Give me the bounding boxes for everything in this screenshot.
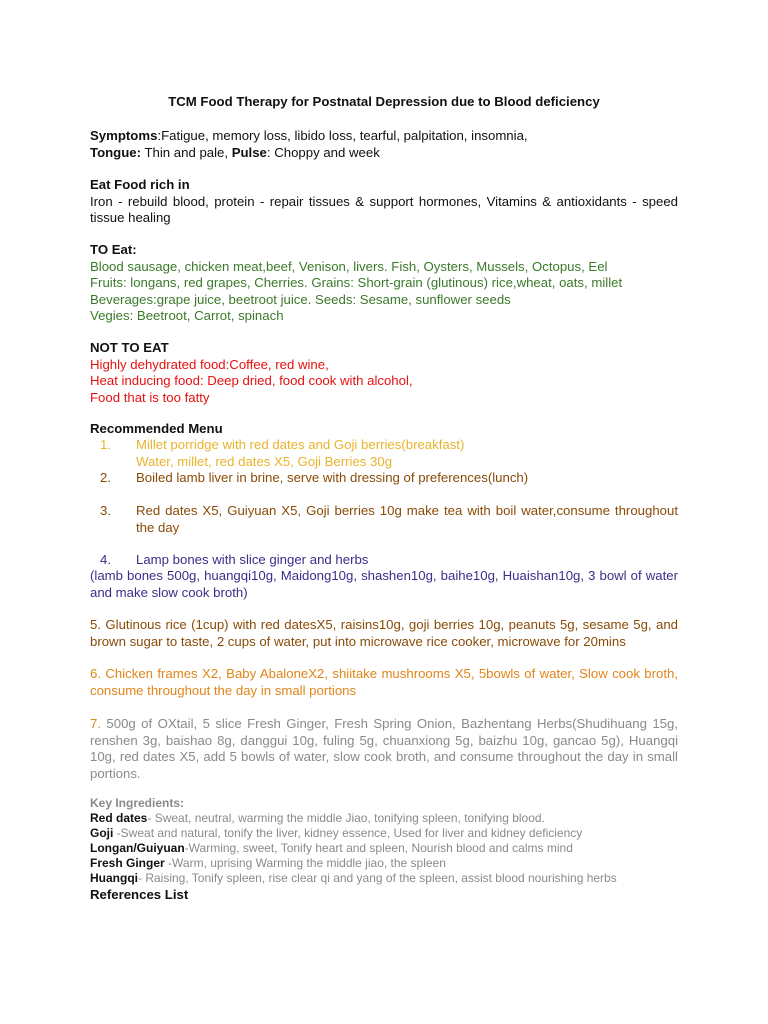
pulse-text: : Choppy and week [266, 144, 380, 160]
ingredient-name: Longan/Guiyuan [90, 841, 185, 855]
not-to-eat-heading: NOT TO EAT [90, 340, 169, 355]
key-ingredients-section [90, 796, 678, 886]
key-ingredient-item [90, 841, 678, 856]
symptoms-text: :Fatigue, memory loss, libido loss, tearful, palpitation, insomnia, [157, 128, 528, 143]
to-eat-heading: TO Eat: [90, 242, 137, 257]
menu-item-6: 6. Chicken frames X2, Baby AbaloneX2, shiitake mushrooms X5, 5bowls of water, Slow cook broth, consume throughout the day in small portions [90, 666, 678, 698]
tongue-text: Thin and pale, [141, 144, 232, 160]
to-eat-line: Blood sausage, chicken meat,beef, Venison, livers. Fish, Oysters, Mussels, Octopus, Eel [90, 258, 608, 274]
ingredient-desc: -Warming, sweet, Tonify heart and spleen, Nourish blood and calms mind [184, 841, 573, 855]
menu-item-number: 1. [100, 437, 111, 452]
menu-item-number: 2. [100, 470, 111, 485]
ingredient-desc: -Warm, uprising Warming the middle jiao, the spleen [164, 856, 446, 870]
menu-item-1-line2: Water, millet, red dates X5, Goji Berries 30g [136, 453, 393, 469]
menu-item-1-line1: Millet porridge with red dates and Goji berries(breakfast) [136, 437, 465, 452]
eat-food-text: Iron - rebuild blood, protein - repair tissues & support hormones, Vitamins & antioxidants - speed tissue healing [90, 193, 678, 225]
ingredient-name: Fresh Ginger [90, 856, 165, 870]
key-ingredient-item [90, 811, 678, 826]
menu-item-4-details: (lamb bones 500g, huangqi10g, Maidong10g, shashen10g, baihe10g, Huaishan10g, 3 bowl of water and make slow cook broth) [90, 568, 678, 600]
menu-item-2-text: Boiled lamb liver in brine, serve with dressing of preferences(lunch) [136, 470, 529, 485]
menu-item-5: 5. Glutinous rice (1cup) with red datesX5, raisins10g, goji berries 10g, peanuts 5g, sesame 5g, and brown sugar to taste, 2 cups of water, put into microwave rice cooker, microwave for 20mins [90, 617, 678, 649]
menu-item-7-text: 500g of OXtail, 5 slice Fresh Ginger, Fresh Spring Onion, Bazhentang Herbs(Shudihuang 15g, renshen 3g, baishao 8g, danggui 10g, fuling 5g, chuanxiong 5g, baizhu 10g, gancao 5g), Huangqi 10g, red dates X5, add 5 bowls of water, slow cook broth, and consume throughout the day in small portions. [90, 716, 678, 781]
symptoms-section [90, 128, 678, 161]
eat-food-heading: Eat Food rich in [90, 177, 190, 192]
menu-item-text [136, 437, 678, 470]
key-ingredient-item [90, 871, 678, 886]
key-ingredient-item [90, 856, 678, 871]
tongue-line [90, 145, 678, 162]
ingredient-name: Red dates [90, 811, 148, 825]
symptoms-label: Symptoms [90, 128, 158, 143]
document-title: TCM Food Therapy for Postnatal Depression due to Blood deficiency [168, 94, 600, 109]
references-heading: References List [90, 887, 189, 902]
menu-item-number: 7. [90, 716, 101, 731]
ingredient-name: Huangqi [90, 871, 138, 885]
symptoms-line [90, 128, 678, 145]
not-to-eat-section [90, 340, 678, 406]
ingredient-desc: - Sweat, neutral, warming the middle Jiao, tonifying spleen, tonifying blood. [147, 811, 545, 825]
ingredient-desc: -Sweat and natural, tonify the liver, kidney essence, Used for liver and kidney deficiency [113, 826, 583, 840]
ingredient-desc: - Raising, Tonify spleen, rise clear qi and yang of the spleen, assist blood nourishing herbs [138, 871, 617, 885]
not-to-eat-line: Food that is too fatty [90, 389, 210, 405]
eat-food-section [90, 177, 678, 227]
menu-item-number: 3. [100, 503, 111, 518]
to-eat-section [90, 242, 678, 325]
ingredient-name: Goji [90, 826, 114, 840]
not-to-eat-line: Heat inducing food: Deep dried, food cook with alcohol, [90, 373, 413, 388]
to-eat-line: Fruits: longans, red grapes, Cherries. Grains: Short-grain (glutinous) rice,wheat, oats, millet [90, 275, 623, 290]
to-eat-line: Vegies: Beetroot, Carrot, spinach [90, 308, 284, 323]
to-eat-line: Beverages:grape juice, beetroot juice. Seeds: Sesame, sunflower seeds [90, 291, 511, 307]
pulse-label: Pulse [231, 144, 267, 160]
key-ingredients-heading: Key Ingredients: [90, 796, 185, 810]
key-ingredient-item [90, 826, 678, 841]
menu-item-3-text: Red dates X5, Guiyuan X5, Goji berries 10g make tea with boil water,consume throughout the day [136, 503, 678, 535]
menu-item-4-line1: Lamp bones with slice ginger and herbs [136, 552, 369, 567]
menu-heading: Recommended Menu [90, 421, 223, 436]
menu-item-number: 4. [100, 552, 111, 567]
not-to-eat-line: Highly dehydrated food:Coffee, red wine, [90, 356, 329, 372]
menu-item-7 [90, 716, 678, 782]
tongue-label: Tongue: [90, 144, 142, 160]
